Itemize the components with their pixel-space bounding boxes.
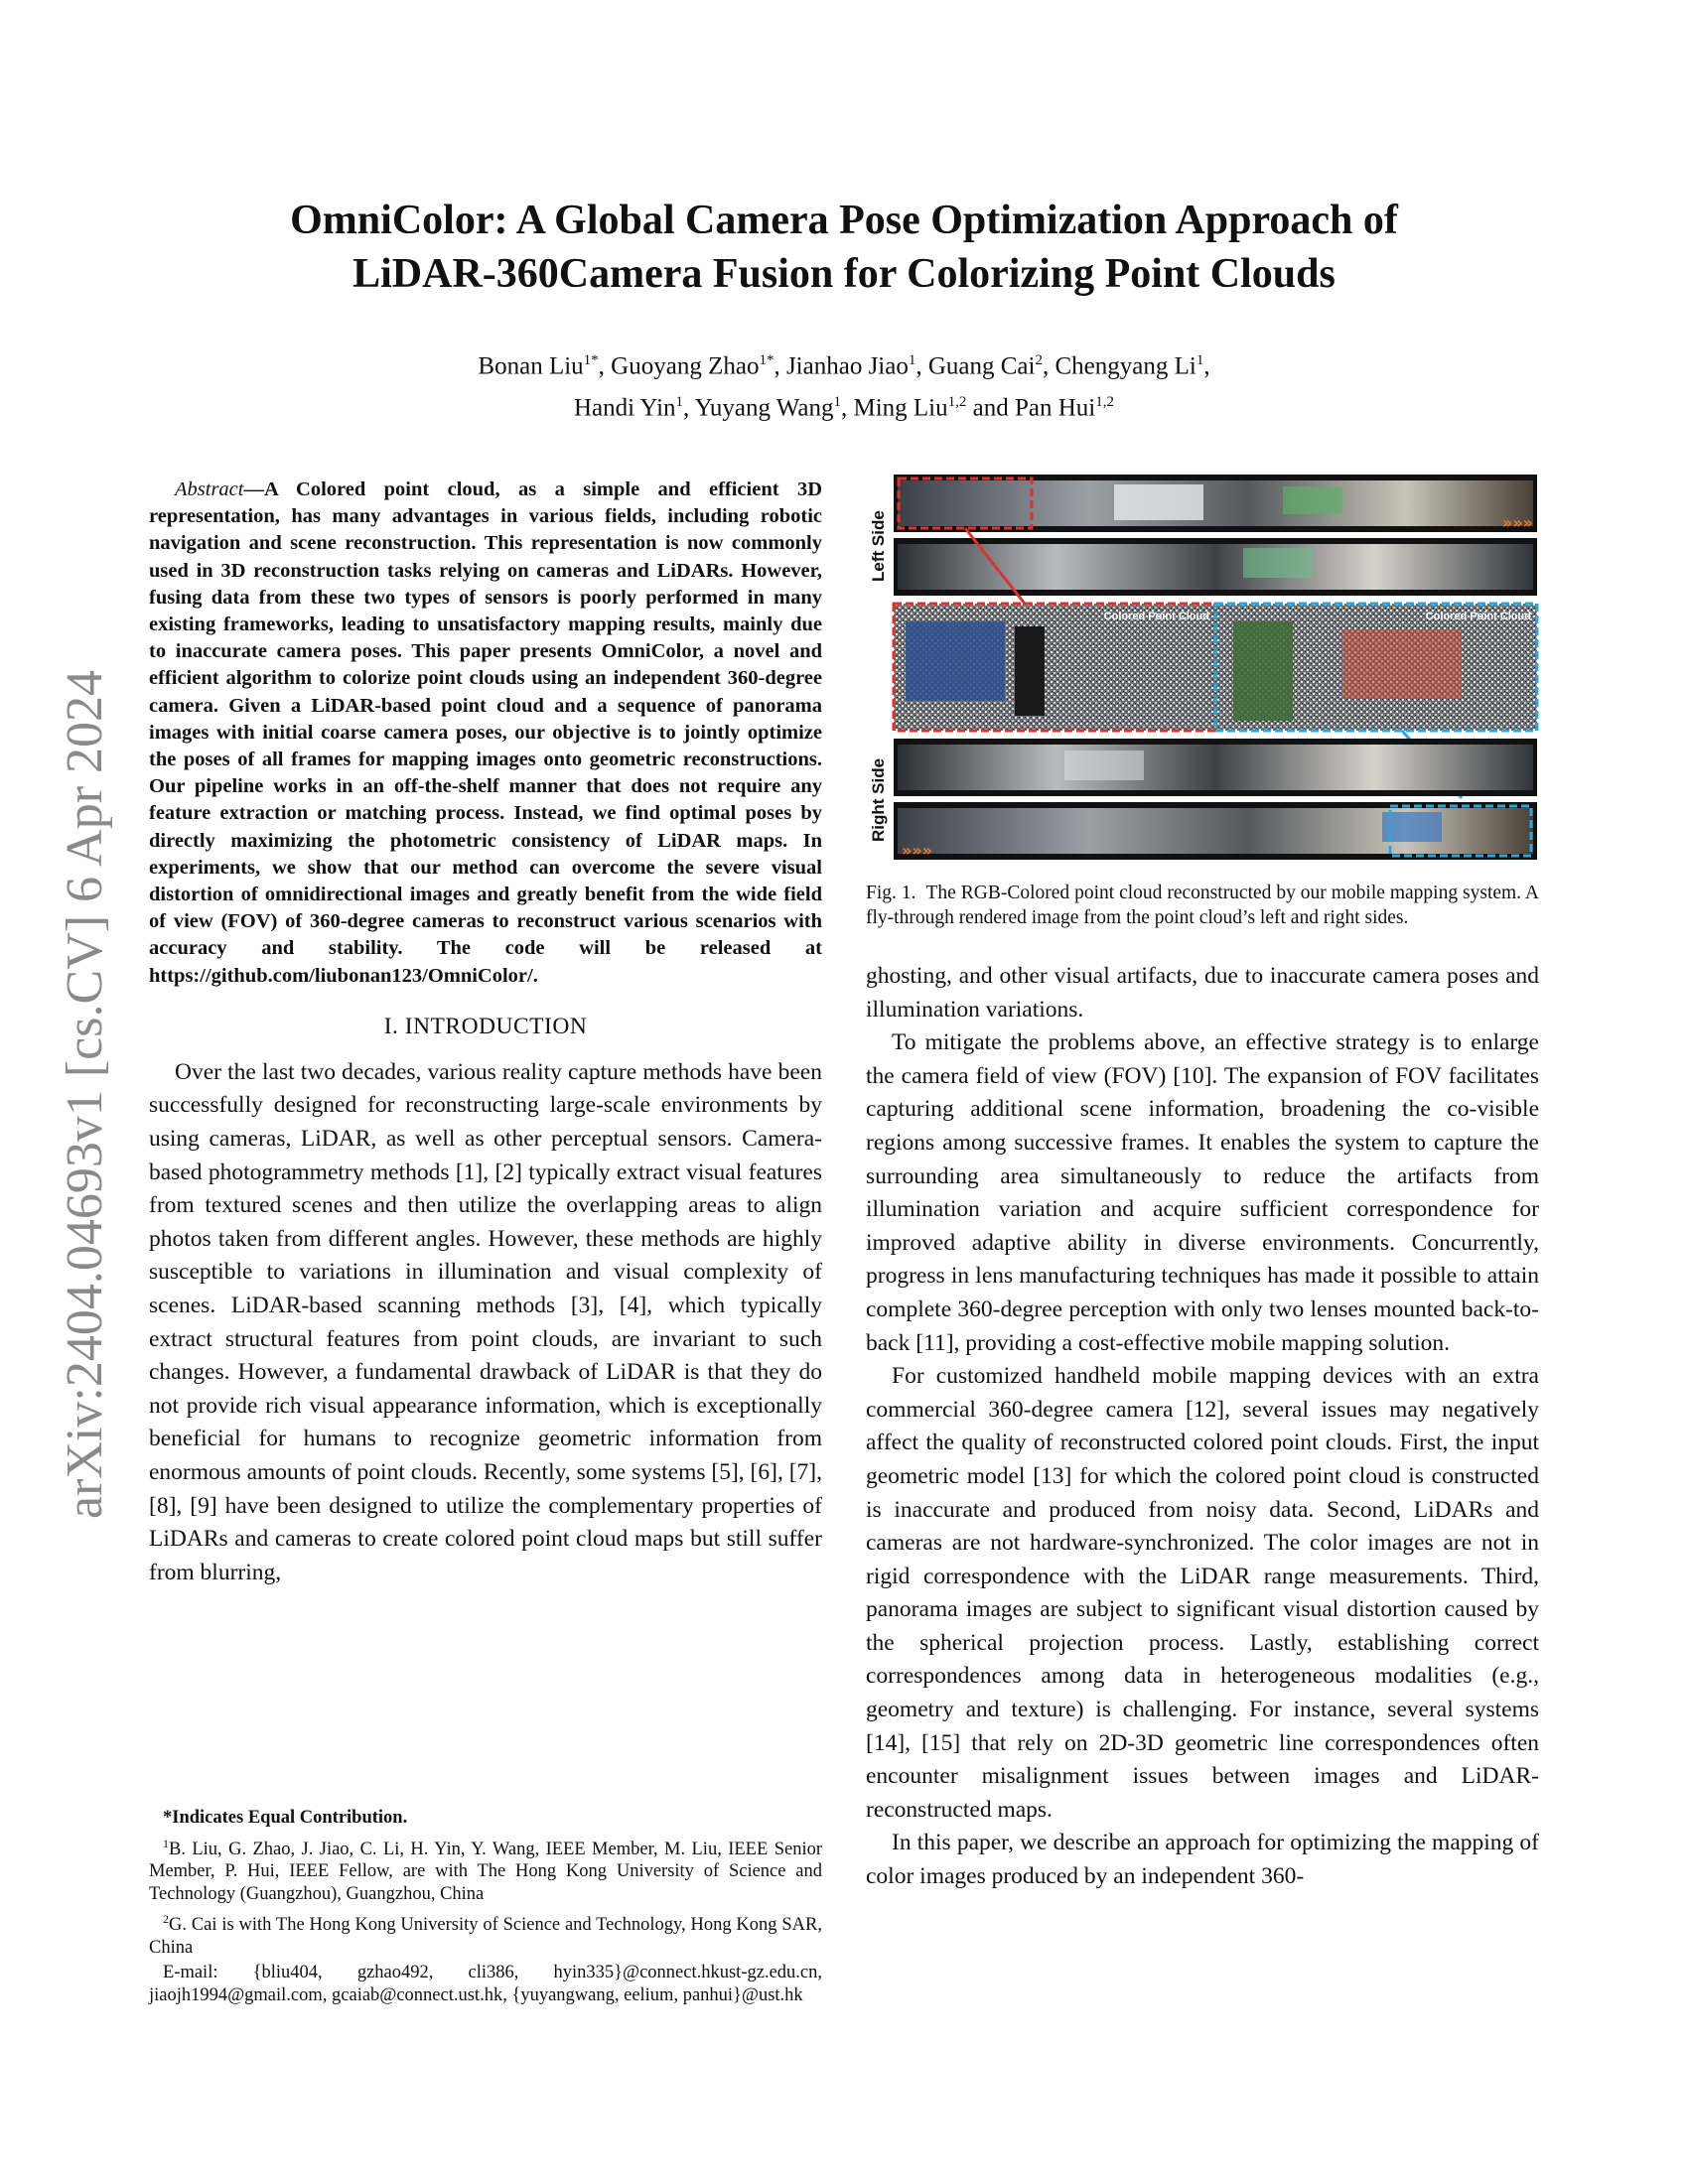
title-line-2: LiDAR-360Camera Fusion for Colorizing Point Clouds — [352, 251, 1336, 297]
left-side-label: Left Side — [869, 510, 888, 582]
paper-title — [149, 194, 1539, 301]
footnote-1 — [149, 1833, 822, 1906]
chevron-arrows-icon: »»» — [902, 841, 933, 860]
author-name: Bonan Liu — [478, 352, 584, 380]
footnote-2-text: G. Cai is with The Hong Kong University of Science and Technology, Hong Kong SAR, China — [149, 1915, 822, 1958]
figure-1-caption — [866, 882, 1539, 930]
right-side-strip-1 — [894, 739, 1537, 796]
abstract-dash: — — [243, 478, 264, 500]
footnotes — [149, 1807, 822, 2009]
author-name: Yuyang Wang — [694, 394, 834, 422]
title-line-1: OmniColor: A Global Camera Pose Optimization Approach of — [290, 198, 1398, 243]
right-column — [866, 473, 1539, 1894]
footnote-1-text: B. Liu, G. Zhao, J. Jiao, C. Li, H. Yin, Y. Wang, IEEE Member, M. Liu, IEEE Senior Member, P. Hui, IEEE Fellow, are with The Hong Kong University of Science and Technology (Guangzhou), Guangzhou, China — [149, 1839, 822, 1904]
abstract — [149, 477, 822, 990]
figure-1 — [866, 473, 1539, 870]
left-side-strip-2 — [894, 538, 1537, 596]
right-side-strip-2 — [894, 802, 1537, 860]
inset-right — [1215, 604, 1537, 731]
author-affil: 2 — [1035, 352, 1043, 368]
footnote-equal-contribution: *Indicates Equal Contribution. — [163, 1808, 408, 1828]
figure-1-image — [866, 473, 1539, 870]
author-list — [199, 342, 1489, 427]
intro-paragraph-1: Over the last two decades, various reality capture methods have been successfully designed for reconstructing large-scale environments by using cameras, LiDAR, as well as other perceptual sensors. Camera-based photogrammetry methods [1], [2] typically extract visual features from textured scenes and then utilize the overlapping areas to align photos taken from different angles. However, these methods are highly susceptible to variations in illumination and visual complexity of scenes. LiDAR-based scanning methods [3], [4], which typically extract structural features from point clouds, are invariant to such changes. However, a fundamental drawback of LiDAR is that they do not provide rich visual appearance information, which is exceptionally beneficial for humans to recognize geometric information from enormous amounts of point clouds. Recently, some systems [5], [6], [7], [8], [9] have been designed to utilize the complementary properties of LiDARs and cameras to create colored point cloud maps but still suffer from blurring, — [149, 1058, 822, 1585]
right-paragraph-2: To mitigate the problems above, an effective strategy is to enlarge the camera field of view (FOV) [10]. The expansion of FOV facilitates capturing additional scene information, broadening the co-visible regions among successive frames. It enables the system to capture the surrounding area simultaneously to reduce the artifacts from illumination variation and acquire sufficient correspondence for improved adaptive ability in diverse environments. Concurrently, progress in lens manufacturing techniques has made it possible to attain complete 360-degree perception with only two lenses mounted back-to-back [11], providing a cost-effective mobile mapping solution. — [866, 1029, 1539, 1356]
footnote-1-mark: 1 — [163, 1836, 169, 1850]
footnote-email: E-mail: {bliu404, gzhao492, cli386, hyin335}@connect.hkust-gz.edu.cn, jiaojh1994@gmail.com, gcaiab@connect.ust.hk, {yuyangwang, eelium, panhui}@ust.hk — [149, 1963, 822, 2005]
author-affil: 1,2 — [1095, 394, 1114, 411]
author-affil: 1* — [759, 352, 774, 368]
author-line-1: Bonan Liu$^{1*}$, Guoyang Zhao$^{1*}$, Jianhao Jiao$^1$, Guang Cai$^2$, Chengyang Li$^1$, — [478, 352, 1210, 380]
chevron-arrows-icon: »»» — [1501, 513, 1533, 532]
author-name: Chengyang Li — [1055, 352, 1196, 380]
author-affil: 1 — [908, 352, 916, 368]
arxiv-watermark-text: arXiv:2404.04693v1 [cs.CV] 6 Apr 2024 — [57, 669, 113, 1519]
author-name: Guang Cai — [927, 352, 1036, 380]
section-heading-introduction: I. INTRODUCTION — [383, 1013, 588, 1039]
left-column — [149, 477, 822, 1589]
right-paragraph-4: In this paper, we describe an approach for optimizing the mapping of color images produced by an independent 360- — [866, 1830, 1539, 1890]
author-line-2: Handi Yin$^1$, Yuyang Wang$^1$, Ming Liu$^{1,2}$ and Pan Hui$^{1,2}$ — [573, 394, 1114, 422]
author-name: and Pan Hui — [972, 394, 1096, 422]
author-affil: 1,2 — [947, 394, 967, 411]
right-side-label: Right Side — [869, 757, 888, 842]
author-affil: 1 — [675, 394, 684, 411]
right-paragraph-1: ghosting, and other visual artifacts, due to inaccurate camera poses and illumination variations. — [866, 963, 1539, 1023]
footnote-2 — [149, 1908, 822, 1959]
figure-1-label: Fig. 1. — [866, 883, 916, 903]
abstract-text: A Colored point cloud, as a simple and efficient 3D representation, has many advantages in various fields, including robotic navigation and scene reconstruction. This representation is now commonly used in 3D reconstruction tasks relying on cameras and LiDARs. However, fusing data from these two types of sensors is poorly performed in many existing frameworks, leading to unsatisfactory mapping results, mainly due to inaccurate camera poses. This paper presents OmniColor, a novel and efficient algorithm to colorize point clouds using an independent 360-degree camera. Given a LiDAR-based point cloud and a sequence of panorama images with initial coarse camera poses, our objective is to jointly optimize the poses of all frames for mapping images onto geometric reconstructions. Our pipeline works in an off-the-shelf manner that does not require any feature extraction or matching process. Instead, we find optimal poses by directly maximizing the photometric consistency of LiDAR maps. In experiments, we show that our method can overcome the severe visual distortion of omnidirectional images and greatly benefit from the wide field of view (FOV) of 360-degree cameras to reconstruct various scenarios with accuracy and stability. The code will be released at https://github.com/liubonan123/OmniColor/. — [149, 478, 822, 987]
abstract-label: Abstract — [175, 478, 244, 500]
inset-label-left: Colored Point Cloud — [1103, 611, 1209, 622]
footnote-2-mark: 2 — [163, 1912, 169, 1927]
author-name: Ming Liu — [853, 394, 948, 422]
author-name: Jianhao Jiao — [785, 352, 909, 380]
inset-left — [894, 604, 1217, 731]
inset-label-right: Colored Point Cloud — [1425, 611, 1531, 622]
author-affil: 1 — [1196, 352, 1204, 368]
figure-1-caption-text: The RGB-Colored point cloud reconstructed by our mobile mapping system. A fly-through rendered image from the point cloud’s left and right sides. — [866, 883, 1540, 928]
author-affil: 1* — [583, 352, 599, 368]
author-name: Guoyang Zhao — [611, 352, 760, 380]
author-name: Handi Yin — [573, 394, 676, 422]
arxiv-watermark — [30, 586, 119, 1519]
right-paragraph-3: For customized handheld mobile mapping devices with an extra commercial 360-degree camera [12], several issues may negatively affect the quality of reconstructed colored point clouds. First, the input geometric model [13] for which the colored point cloud is constructed is inaccurate and produced from noisy data. Second, LiDARs and cameras are not hardware-synchronized. The color images are not in rigid correspondence with the LiDAR range measurements. Third, panorama images are subject to significant visual distortion caused by the spherical projection process. Lastly, establishing correct correspondences among data in heterogeneous modalities (e.g., geometry and texture) is challenging. For instance, several systems [14], [15] that rely on 2D-3D geometric line correspondences often encounter misalignment issues between images and LiDAR-reconstructed maps. — [866, 1363, 1539, 1823]
author-affil: 1 — [833, 394, 841, 411]
left-side-strip-1 — [894, 475, 1537, 532]
